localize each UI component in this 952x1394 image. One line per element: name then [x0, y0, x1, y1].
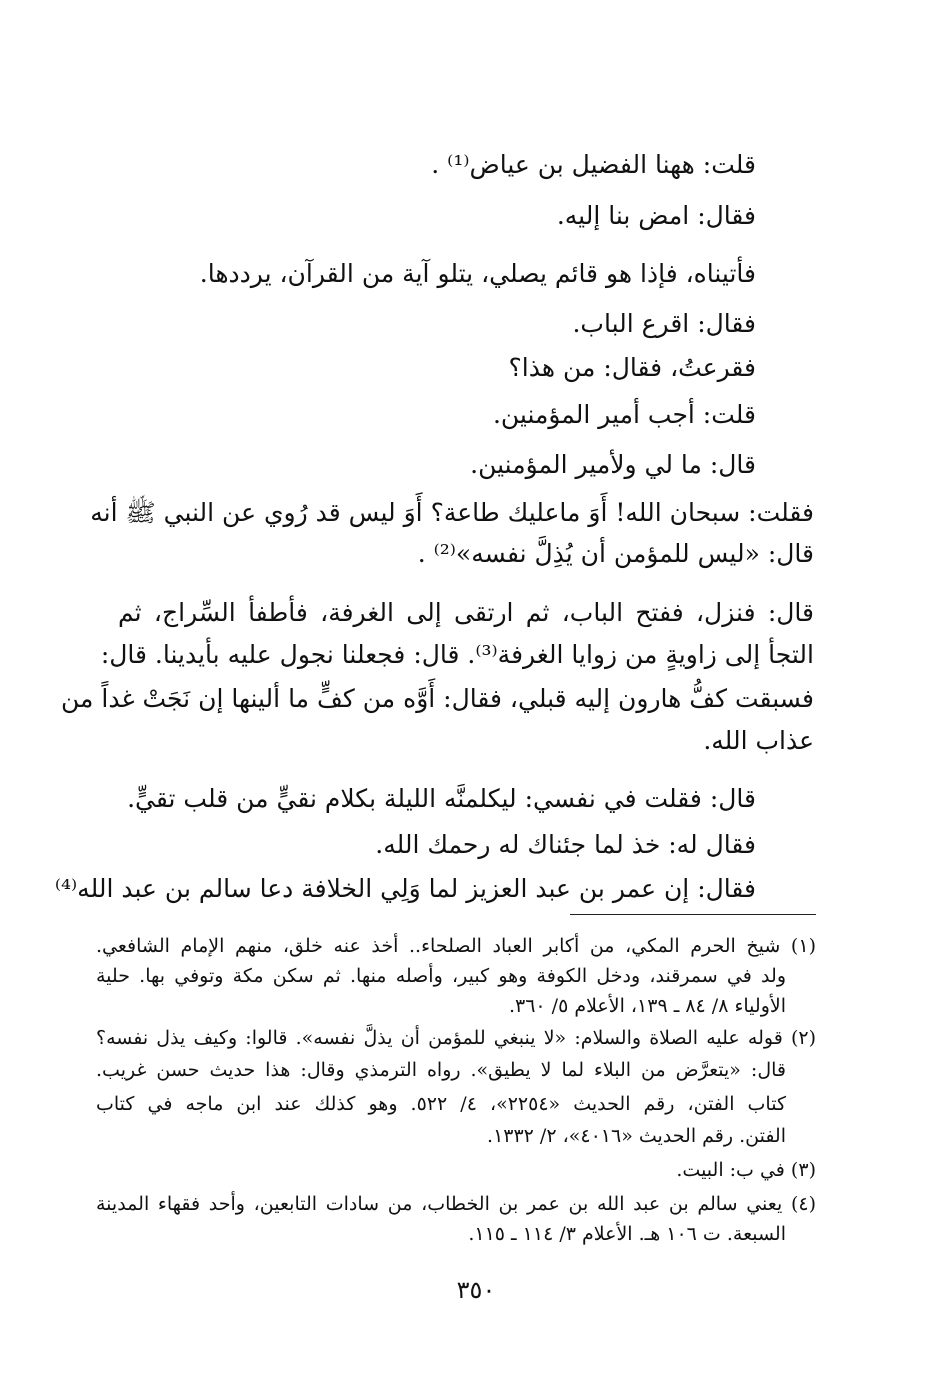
- text-line: قلت: ههنا الفضيل بن عياض⁽¹⁾ .: [431, 150, 756, 179]
- text-line: قلت: أجب أمير المؤمنين.: [492, 400, 756, 429]
- text-line: فسبقت كفُّ هارون إليه قبلي، فقال: أَوَّه من كفٍّ ما ألينها إن نَجَتْ غداً من: [61, 684, 814, 713]
- text-line: التجأ إلى زاويةٍ من زوايا الغرفة⁽³⁾. قال: فجعلنا نجول عليه بأيدينا. قال:: [100, 640, 814, 669]
- footnote-line: كتاب الفتن، رقم الحديث «٢٢٥٤»، ٤/ ٥٢٢. وهو كذلك عند ابن ماجه في كتاب: [96, 1093, 786, 1115]
- footnote-line: (١) شيخ الحرم المكي، من أكابر العباد الصلحاء.. أخذ عنه خلق، منهم الإمام الشافعي.: [96, 935, 816, 957]
- footnote-separator: [570, 914, 816, 915]
- text-line: فقال: اقرع الباب.: [572, 309, 756, 338]
- text-line: قال: «ليس للمؤمن أن يُذِلَّ نفسه»⁽²⁾ .: [417, 539, 814, 568]
- footnote-line: قال: «يتعرَّض من البلاء لما لا يطيق». رواه الترمذي وقال: هذا حديث حسن غريب.: [96, 1059, 786, 1081]
- text-line: قال: فقلت في نفسي: ليكلمنَّه الليلة بكلام نقيٍّ من قلب تقيٍّ.: [127, 784, 756, 813]
- text-line: قال: فنزل، ففتح الباب، ثم ارتقى إلى الغرفة، فأطفأ السِّراج، ثم: [118, 598, 814, 627]
- text-line: فقال: امض بنا إليه.: [556, 201, 756, 230]
- text-line: فقال له: خذ لما جئناك له رحمك الله.: [375, 830, 756, 859]
- footnote-line: الأولياء ٨/ ٨٤ ـ ١٣٩، الأعلام ٥/ ٣٦٠.: [508, 995, 786, 1017]
- footnote-line: السبعة. ت ١٠٦ هـ. الأعلام ٣/ ١١٤ ـ ١١٥.: [468, 1223, 786, 1245]
- text-line: فقلت: سبحان الله! أَوَ ماعليك طاعة؟ أَوَ ليس قد رُوي عن النبي ﷺ أنه: [90, 498, 814, 527]
- text-line: عذاب الله.: [703, 726, 814, 755]
- text-line: قال: ما لي ولأمير المؤمنين.: [470, 450, 756, 479]
- text-line: فقال: إن عمر بن عبد العزيز لما وَلِي الخلافة دعا سالم بن عبد الله⁽⁴⁾: [54, 874, 756, 903]
- footnote-line: (٤) يعني سالم بن عبد الله بن عمر بن الخطاب، من سادات التابعين، وأحد فقهاء المدينة: [96, 1193, 816, 1215]
- text-line: فأتيناه، فإذا هو قائم يصلي، يتلو آية من القرآن، يرددها.: [199, 259, 756, 288]
- footnote-line: الفتن. رقم الحديث «٤٠١٦»، ٢/ ١٣٣٢.: [487, 1125, 786, 1147]
- footnote-line: (٢) قوله عليه الصلاة والسلام: «لا ينبغي للمؤمن أن يذلَّ نفسه». قالوا: وكيف يذل نفسه؟: [96, 1027, 816, 1049]
- footnote-line: (٣) في ب: البيت.: [676, 1159, 816, 1181]
- text-line: فقرعتُ، فقال: من هذا؟: [508, 353, 756, 382]
- footnote-line: ولد في سمرقند، ودخل الكوفة وهو كبير، وأصله منها. ثم سكن مكة وتوفي بها. حلية: [96, 965, 786, 987]
- page-number: ٣٥٠: [456, 1276, 496, 1304]
